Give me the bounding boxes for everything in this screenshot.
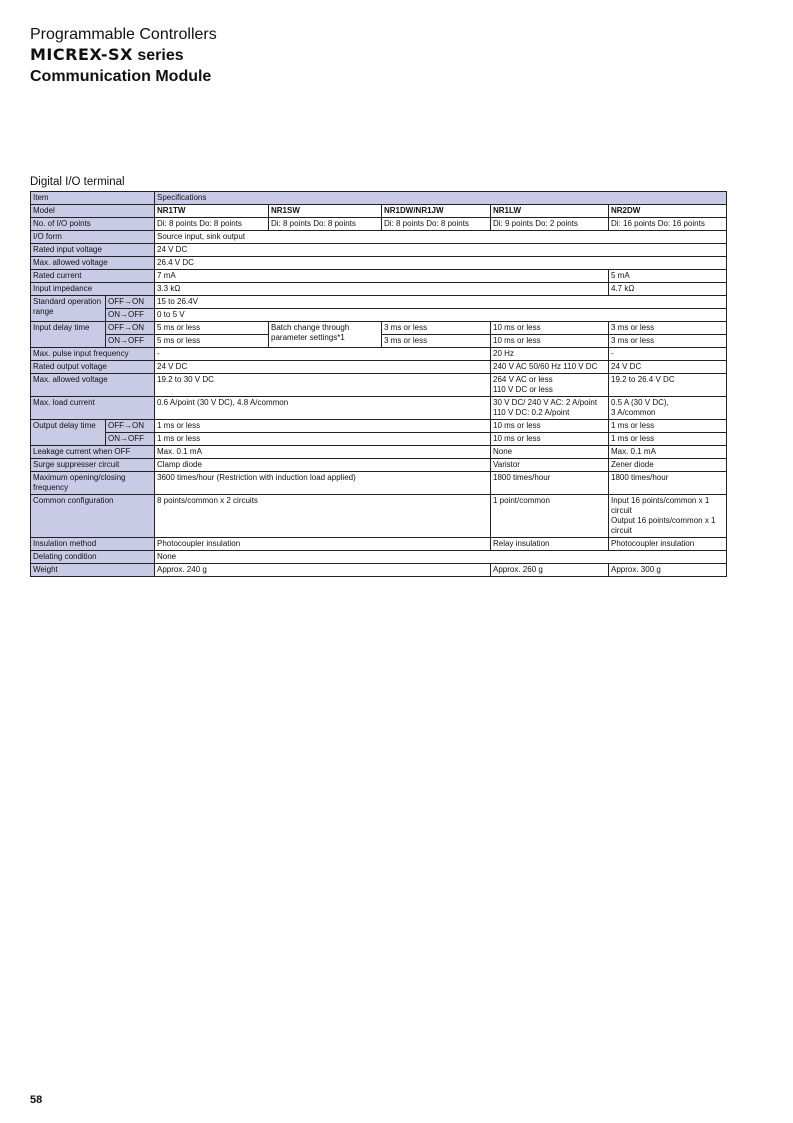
table-cell: 3.3 kΩ: [155, 283, 609, 296]
header-series: [30, 45, 217, 66]
sub-label-on-off: ON→OFF: [106, 309, 155, 322]
cell-line: 110 V DC or less: [493, 385, 553, 394]
row-label: Leakage current when OFF: [31, 446, 155, 459]
row-label: Rated output voltage: [31, 361, 155, 374]
cell-line: 264 V AC or less: [493, 375, 553, 384]
table-row: [31, 433, 727, 446]
table-row: [31, 218, 727, 231]
table-cell: 19.2 to 30 V DC: [155, 374, 491, 397]
table-cell: None: [491, 446, 609, 459]
row-label: Input impedance: [31, 283, 155, 296]
table-cell: Di: 9 points Do: 2 points: [491, 218, 609, 231]
table-cell: 10 ms or less: [491, 335, 609, 348]
table-cell: [491, 397, 609, 420]
header-subtitle: Communication Module: [30, 68, 212, 85]
cell-line: Input 16 points/common x 1 circuit: [611, 496, 710, 515]
cell-line: 0.5 A (30 V DC),: [611, 398, 669, 407]
table-cell: 1800 times/hour: [491, 472, 609, 495]
table-cell: 240 V AC 50/60 Hz 110 V DC: [491, 361, 609, 374]
table-cell: Batch change through parameter settings*1: [269, 322, 382, 348]
table-cell: Di: 16 points Do: 16 points: [609, 218, 727, 231]
row-label: Weight: [31, 564, 155, 577]
header-item: Item: [31, 192, 155, 205]
table-cell: 20 Hz: [491, 348, 609, 361]
model-cell: NR1TW: [155, 205, 269, 218]
table-cell: 3600 times/hour (Restriction with induction load applied): [155, 472, 491, 495]
table-row: [31, 205, 727, 218]
row-label: Input delay time: [31, 322, 106, 348]
table-cell: [609, 495, 727, 538]
table-cell: 3 ms or less: [382, 322, 491, 335]
row-label: Rated current: [31, 270, 155, 283]
table-cell: -: [609, 348, 727, 361]
row-label: Insulation method: [31, 538, 155, 551]
table-cell: Varistor: [491, 459, 609, 472]
cell-line: 3 A/common: [611, 408, 656, 417]
row-label: Max. load current: [31, 397, 155, 420]
table-cell: 3 ms or less: [609, 322, 727, 335]
table-cell: 3 ms or less: [382, 335, 491, 348]
cell-line: 110 V DC: 0.2 A/point: [493, 408, 570, 417]
row-label: Common configuration: [31, 495, 155, 538]
table-cell: 19.2 to 26.4 V DC: [609, 374, 727, 397]
table-cell: 5 mA: [609, 270, 727, 283]
table-row: [31, 322, 727, 335]
table-cell: 24 V DC: [609, 361, 727, 374]
model-cell: NR1SW: [269, 205, 382, 218]
cell-line: Output 16 points/common x 1 circuit: [611, 516, 716, 535]
row-label: No. of I/O points: [31, 218, 155, 231]
table-cell: 15 to 26.4V: [155, 296, 727, 309]
table-row: [31, 551, 727, 564]
sub-label-off-on: OFF→ON: [106, 420, 155, 433]
table-cell: Max. 0.1 mA: [609, 446, 727, 459]
table-cell: 10 ms or less: [491, 420, 609, 433]
table-row: [31, 459, 727, 472]
table-cell: Zener diode: [609, 459, 727, 472]
row-label: Max. allowed voltage: [31, 374, 155, 397]
sub-label-off-on: OFF→ON: [106, 296, 155, 309]
table-cell: Di: 8 points Do: 8 points: [155, 218, 269, 231]
table-cell: 0.6 A/point (30 V DC), 4.8 A/common: [155, 397, 491, 420]
sub-label-on-off: ON→OFF: [106, 433, 155, 446]
table-row: [31, 270, 727, 283]
table-cell: 26.4 V DC: [155, 257, 727, 270]
table-row: [31, 231, 727, 244]
model-cell: NR2DW: [609, 205, 727, 218]
row-label: Surge suppresser circuit: [31, 459, 155, 472]
page-number: 58: [30, 1094, 43, 1106]
row-label: Rated input voltage: [31, 244, 155, 257]
brand-logo: MICREX-SX: [30, 45, 133, 64]
table-cell: Clamp diode: [155, 459, 491, 472]
table-cell: 5 ms or less: [155, 322, 269, 335]
table-cell: None: [155, 551, 727, 564]
table-cell: 1 ms or less: [609, 420, 727, 433]
table-row: [31, 309, 727, 322]
table-header-row: [31, 192, 727, 205]
cell-line: 30 V DC/ 240 V AC: 2 A/point: [493, 398, 598, 407]
table-cell: 4.7 kΩ: [609, 283, 727, 296]
header-title: Programmable Controllers: [30, 26, 217, 43]
table-cell: Approx. 260 g: [491, 564, 609, 577]
table-cell: [491, 374, 609, 397]
document-header: [30, 25, 217, 87]
table-cell: Photocoupler insulation: [155, 538, 491, 551]
table-row: [31, 564, 727, 577]
table-cell: 5 ms or less: [155, 335, 269, 348]
table-cell: 7 mA: [155, 270, 609, 283]
row-label: Delating condition: [31, 551, 155, 564]
table-row: [31, 283, 727, 296]
table-row: [31, 348, 727, 361]
table-row: [31, 257, 727, 270]
section-title: Digital I/O terminal: [30, 176, 125, 188]
table-row: [31, 495, 727, 538]
row-label: Output delay time: [31, 420, 106, 446]
table-cell: 3 ms or less: [609, 335, 727, 348]
table-cell: 24 V DC: [155, 244, 727, 257]
table-row: [31, 397, 727, 420]
table-row: [31, 538, 727, 551]
table-cell: 24 V DC: [155, 361, 491, 374]
table-row: [31, 374, 727, 397]
series-suffix: series: [132, 47, 184, 64]
table-row: [31, 296, 727, 309]
table-cell: Max. 0.1 mA: [155, 446, 491, 459]
table-cell: Source input, sink output: [155, 231, 727, 244]
table-row: [31, 361, 727, 374]
row-label: Standard operation range: [31, 296, 106, 322]
sub-label-off-on: OFF→ON: [106, 322, 155, 335]
row-label: Model: [31, 205, 155, 218]
table-cell: 1 point/common: [491, 495, 609, 538]
table-cell: 1 ms or less: [609, 433, 727, 446]
sub-label-on-off: ON→OFF: [106, 335, 155, 348]
row-label: Max. pulse input frequency: [31, 348, 155, 361]
table-cell: 8 points/common x 2 circuits: [155, 495, 491, 538]
table-cell: 10 ms or less: [491, 433, 609, 446]
row-label: I/O form: [31, 231, 155, 244]
table-row: [31, 420, 727, 433]
table-row: [31, 446, 727, 459]
table-cell: [609, 397, 727, 420]
table-cell: 1 ms or less: [155, 420, 491, 433]
row-label: Max. allowed voltage: [31, 257, 155, 270]
table-cell: -: [155, 348, 491, 361]
table-row: [31, 472, 727, 495]
table-cell: Di: 8 points Do: 8 points: [382, 218, 491, 231]
table-cell: 0 to 5 V: [155, 309, 727, 322]
table-cell: Relay insulation: [491, 538, 609, 551]
table-cell: Approx. 300 g: [609, 564, 727, 577]
model-cell: NR1DW/NR1JW: [382, 205, 491, 218]
table-cell: 1800 times/hour: [609, 472, 727, 495]
table-cell: Approx. 240 g: [155, 564, 491, 577]
spec-table: [30, 191, 727, 577]
table-cell: 1 ms or less: [155, 433, 491, 446]
table-cell: 10 ms or less: [491, 322, 609, 335]
table-row: [31, 244, 727, 257]
header-spec: Specifications: [155, 192, 727, 205]
table-cell: Photocoupler insulation: [609, 538, 727, 551]
row-label: Maximum opening/closing frequency: [31, 472, 155, 495]
table-cell: Di: 8 points Do: 8 points: [269, 218, 382, 231]
model-cell: NR1LW: [491, 205, 609, 218]
